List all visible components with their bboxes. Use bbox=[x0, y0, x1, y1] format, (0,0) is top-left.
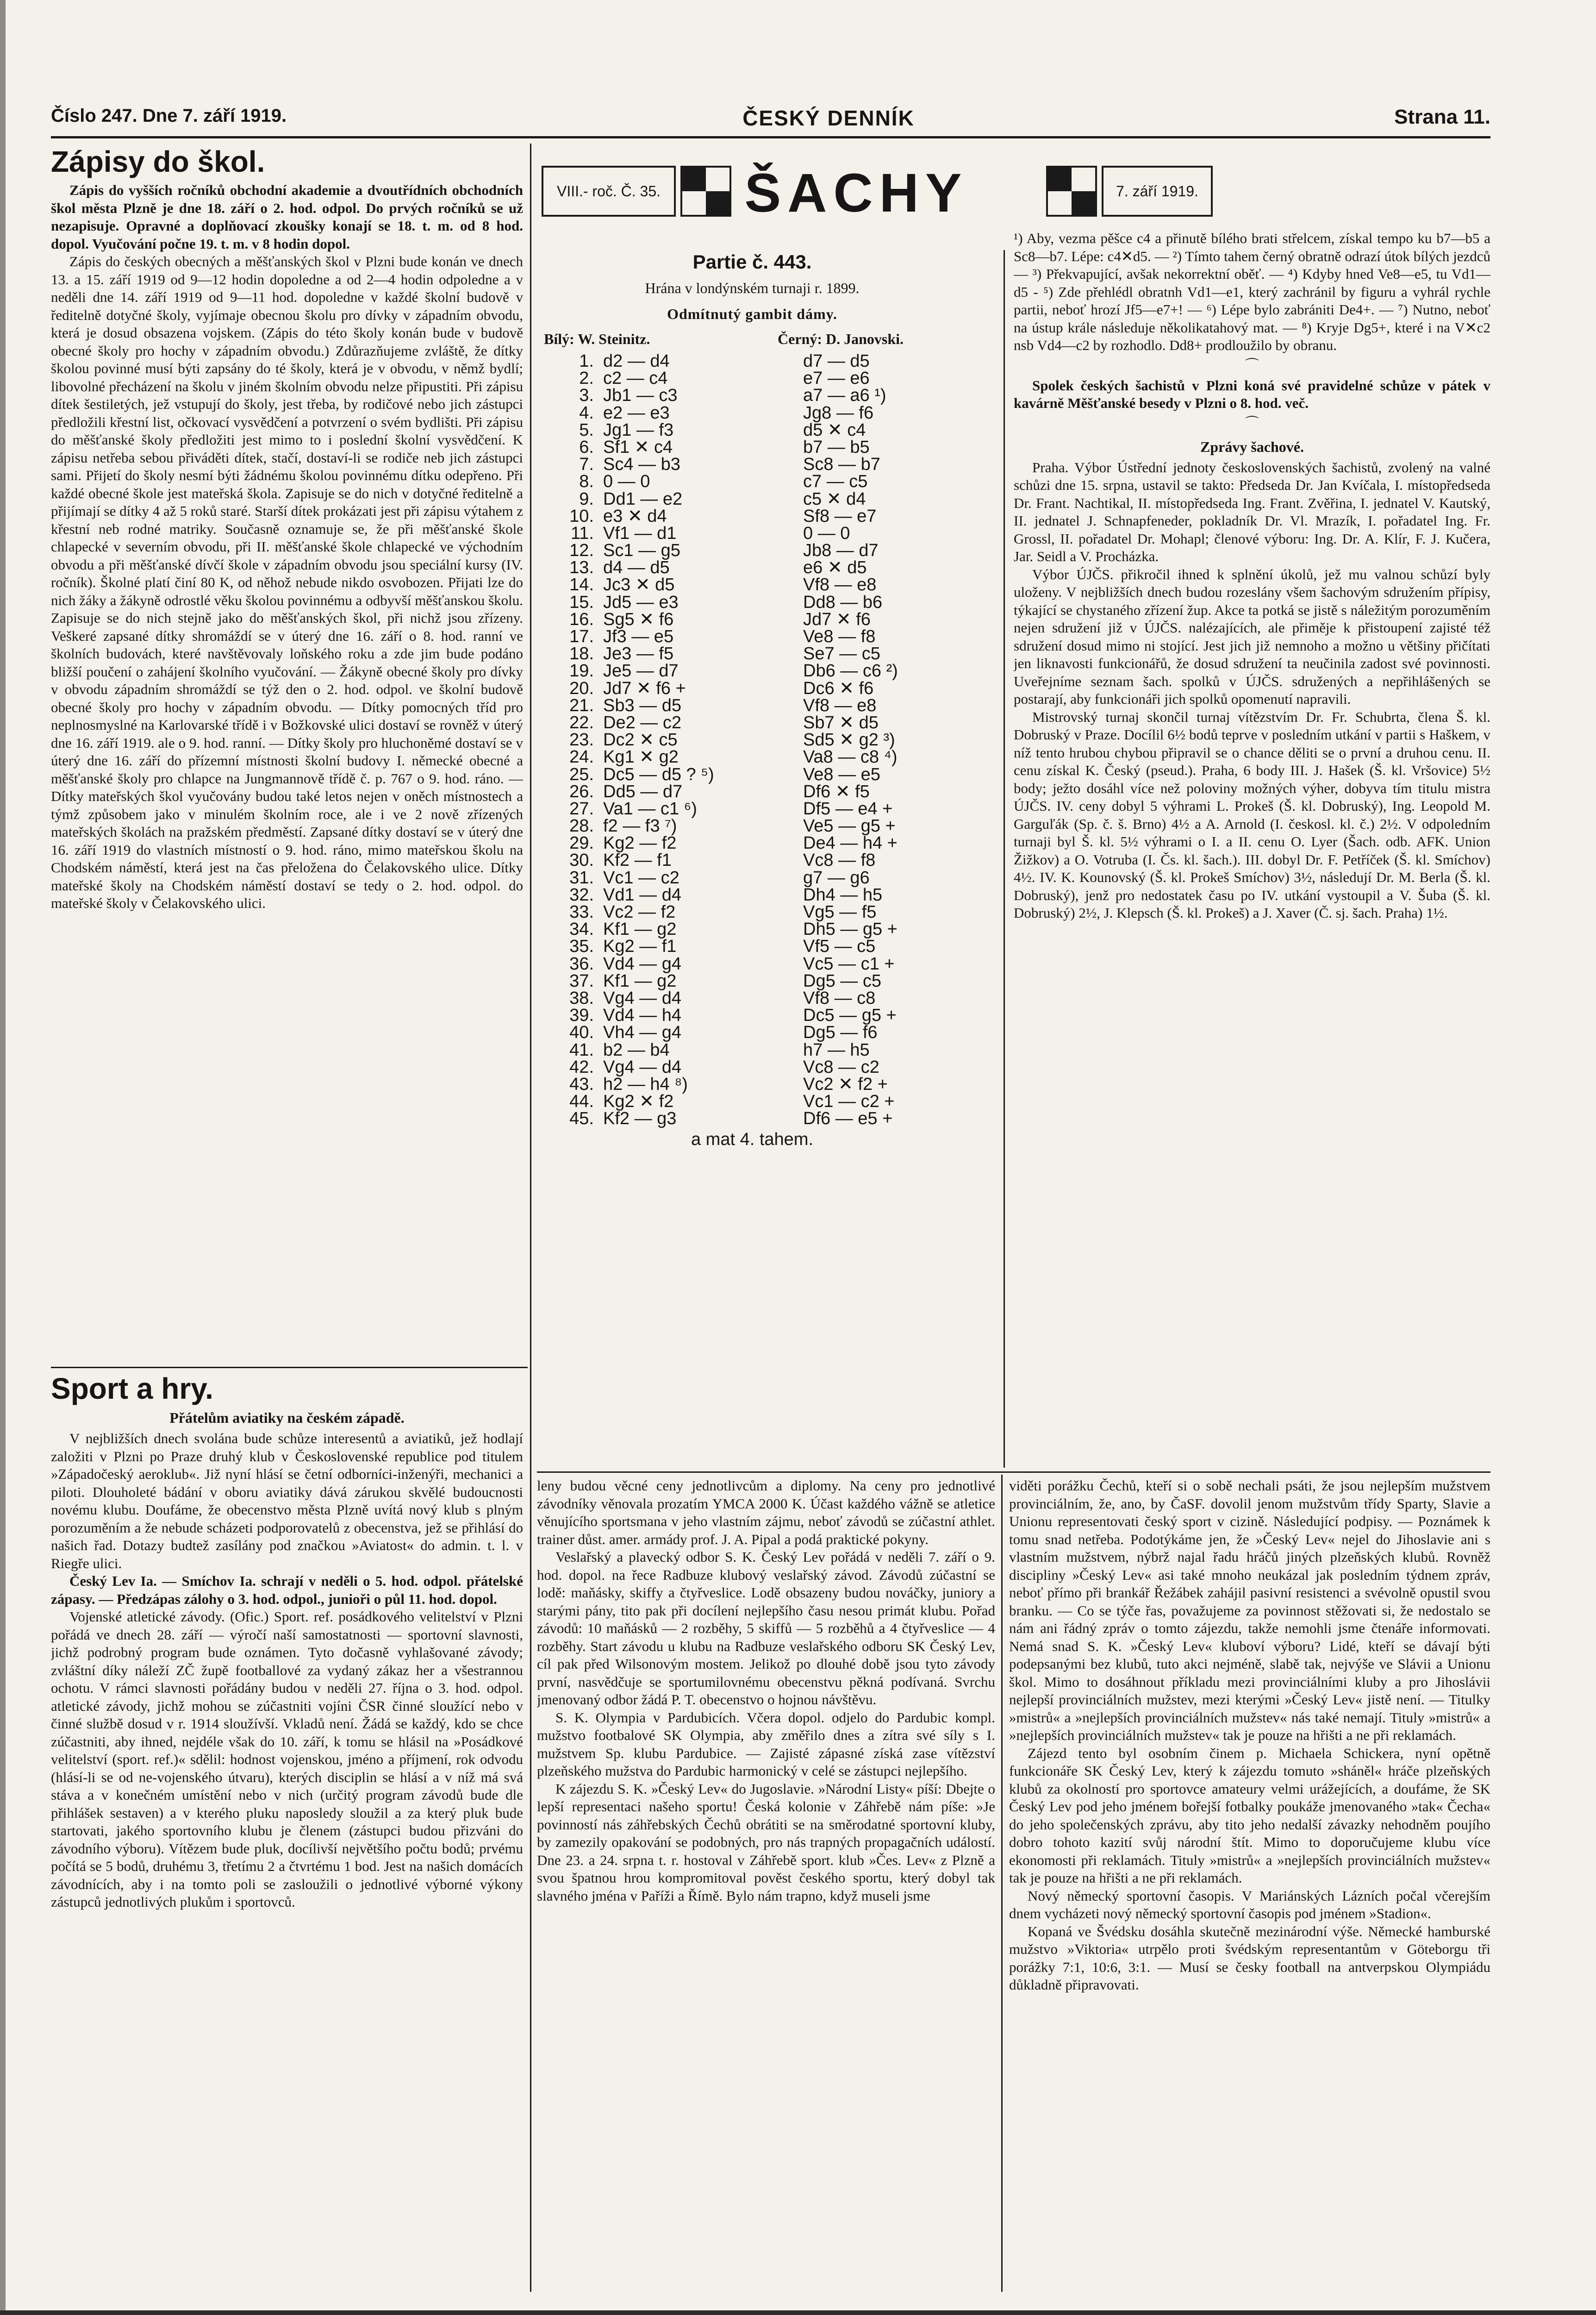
move-number: 5. bbox=[579, 420, 594, 440]
move-number: 35. bbox=[569, 937, 594, 957]
white-move: d4 — d5 bbox=[603, 558, 670, 578]
move-row bbox=[544, 852, 960, 869]
chess-volume-box: VIII.- roč. Č. 35. bbox=[542, 166, 676, 217]
move-number: 34. bbox=[569, 920, 594, 939]
move-number: 29. bbox=[569, 833, 594, 853]
game-opening: Odmítnutý gambit dámy. bbox=[667, 306, 837, 322]
move-row bbox=[544, 904, 960, 921]
move-row bbox=[544, 783, 960, 801]
white-move: Vh4 — g4 bbox=[603, 1023, 681, 1043]
white-move: e2 — e3 bbox=[603, 403, 670, 423]
black-move: Vf8 — c8 bbox=[803, 988, 876, 1008]
header-rule bbox=[51, 136, 1490, 138]
move-row bbox=[544, 990, 960, 1007]
black-move: Sf8 — e7 bbox=[803, 506, 877, 526]
move-number: 6. bbox=[579, 437, 594, 457]
black-move: Dh4 — h5 bbox=[803, 885, 883, 905]
white-move: Sf1 ✕ c4 bbox=[603, 437, 673, 457]
move-row bbox=[544, 422, 960, 439]
chess-date-box: 7. září 1919. bbox=[1102, 166, 1213, 217]
chess-banner bbox=[542, 163, 1044, 223]
move-row bbox=[544, 818, 960, 835]
move-row bbox=[544, 663, 960, 680]
move-row bbox=[544, 594, 960, 611]
black-move: De4 — h4 + bbox=[803, 833, 898, 853]
white-move: Kg2 ✕ f2 bbox=[603, 1092, 674, 1112]
black-move: Ve8 — f8 bbox=[803, 627, 876, 646]
move-row bbox=[544, 473, 960, 490]
chess-news-para-1: Praha. Výbor Ústřední jednoty československých šachistů, zvolený na valné schůzi dne 15. srpna, ustavil se takto: Předseda Dr. Jan Kvíčala, I. místopředseda Dr. Frant. Nachtikal, II. místopředseda Ing. Frant. Zvěřina, I. jednatel V. Kautský, II. jednatel J. Schnapfeneder, pokladník Dr. Vl. Mrazík, I. pořadatel Ing. Fr. Grossl, II. pořadatel Dr. Mohapl; členové výboru: Ing. Dr. A. Klír, F. J. Kučera, Jar. Seidl a V. Procházka. bbox=[1014, 459, 1490, 564]
move-list bbox=[544, 353, 960, 1127]
white-move: Jg1 — f3 bbox=[603, 420, 674, 440]
move-number: 26. bbox=[569, 782, 594, 801]
move-row bbox=[544, 405, 960, 422]
white-move: Vc1 — c2 bbox=[603, 868, 680, 888]
middle-para-olympia: S. K. Olympia v Pardubicích. Včera dopol. odjelo do Pardubic kompl. mužstvo footbalové SK Olympia, aby změřilo dnes a zítra své síly s I. mužstvem Sp. klubu Pardubice. — Zajisté zápasné získá zase vítězství plzeňského mužstva do Pardubic harmonický v celé se zástupci nejlepšího. bbox=[537, 1709, 995, 1779]
white-move: Dc5 — d5 ? ⁵) bbox=[603, 764, 714, 784]
move-row bbox=[544, 835, 960, 852]
right-para-2: Zájezd tento byl osobním činem p. Michaela Schickera, nyní opětně funkcionáře SK Český Lev, který k zájezdu tomuto »sháněl« hráče plzeňských klubů za okolností pro sportovce amateury velmi urážejících, a doufáme, že SK Český Lev pod jeho jménem bořejší fotbalky poukáže jmenovaného »tak« Čecha« do jeho společenských zprávu, aby tito jeho nedalší závazky nehodněm poujího dobro tohoto kazití svůj národní štít. Mimo to doporučujeme klubu více ekonomosti při reklamách. Tituly »mistrů« a »nejlepších provinciálních mužstev« tak je pouze na hřišti a ne při reklamách. bbox=[1009, 1745, 1490, 1886]
white-move: Kg2 — f1 bbox=[603, 937, 677, 957]
white-move: Kg2 — f2 bbox=[603, 833, 677, 853]
move-number: 39. bbox=[569, 1006, 594, 1026]
middle-para-yugoslavia: K zájezdu S. K. »Český Lev« do Jugoslavie. »Národní Listy« píší: Dbejte o lepší representaci našeho sportu! Česká kolonie v Záhřebě nám píše: »Je povinností nás záhřebských Čechů obrátiti se na směrodatné sportovní kluby, by zamezily opakování se podobných, pro nás trapných propagačních událostí. Dne 23. a 24. srpna t. r. hostoval v Záhřebě sport. klub »Čes. Lev« z Plzně a svou špatnou hrou kompromitoval pověst českého sportu, který dobyl tak slavného jména v Paříži a Římě. Bylo nám trapno, když museli jsme bbox=[537, 1780, 995, 1904]
move-row bbox=[544, 887, 960, 904]
white-player: Bílý: W. Steinitz. bbox=[544, 331, 650, 347]
move-number: 13. bbox=[569, 558, 594, 578]
chess-bottom-rule bbox=[537, 1471, 1490, 1473]
move-row bbox=[544, 628, 960, 645]
black-move: Db6 — c6 ²) bbox=[803, 661, 898, 681]
move-row bbox=[544, 1059, 960, 1076]
black-move: d5 ✕ c4 bbox=[803, 420, 866, 440]
move-row bbox=[544, 542, 960, 559]
white-move: h2 — h4 ⁸) bbox=[603, 1074, 688, 1094]
move-number: 8. bbox=[579, 472, 594, 492]
move-number: 7. bbox=[579, 455, 594, 475]
black-move: g7 — g6 bbox=[803, 868, 870, 888]
black-move: Sd5 ✕ g2 ³) bbox=[803, 730, 895, 750]
white-move: Sb3 — d5 bbox=[603, 695, 681, 715]
move-row bbox=[544, 1042, 960, 1059]
scan-edge-bottom bbox=[0, 2310, 1596, 2315]
black-move: Df6 — e5 + bbox=[803, 1109, 893, 1129]
move-number: 21. bbox=[569, 695, 594, 715]
move-number: 33. bbox=[569, 902, 594, 922]
white-move: Je3 — f5 bbox=[603, 644, 674, 664]
move-row bbox=[544, 576, 960, 594]
school-enrolment-para-1: Zápis do vyšších ročníků obchodní akademie a dvoutřídních obchodních škol města Plzně je dne 18. září o 2. hod. odpol. Do prvých ročníků se už nezapisuje. Opravné a doplňovací zkoušky konají se 18. t. m. od 8 hod. dopol. Vyučování počne 19. t. m. v 8 hodin dopol. bbox=[51, 182, 523, 252]
move-number: 12. bbox=[569, 541, 594, 561]
black-move: Dc6 ✕ f6 bbox=[803, 678, 874, 698]
black-move: Jg8 — f6 bbox=[803, 403, 874, 423]
white-move: Kf2 — g3 bbox=[603, 1109, 677, 1129]
chess-game bbox=[544, 250, 960, 1150]
game-result: a mat 4. tahem. bbox=[691, 1130, 813, 1150]
black-move: Dg5 — f6 bbox=[803, 1023, 878, 1043]
sport-para-aviation: V nejbližších dnech svolána bude schůze interesentů a aviatiků, jež hodlají založiti v Plzni po Praze druhý klub v Československé republice pod titulem »Západočeský aeroklub«. Již nyní hlásí se četní odborníci-inženýři, mechanici a piloti. Dlouholeté bádání v oboru aviatiky dává zárukou skvělé budoucnosti novému klubu. Doufáme, že obecenstvo města Plzně uvítá nový klub s plným porozuměním a že nebude scházeti podporovatelů z obecenstva, jež se přihlásí do našich řad. Dotazy budtež zasílány pod značkou »Aviatost« do admin. t. l. v Riegře ulici. bbox=[51, 1430, 523, 1571]
move-number: 10. bbox=[569, 506, 594, 526]
white-move: Vf1 — d1 bbox=[603, 523, 677, 543]
middle-para-rowing: Veslařský a plavecký odbor S. K. Český Lev pořádá v neděli 7. září o 9. hod. dopol. na řece Radbuze klubový veslařský závod. Závodů zúčastní se lodě: maňásky, skiffy a čtyřveslice. Lodě obsazeny budou nováčky, juniory a starými pány, tito pak při docílení nejlepšího času nesou primát klubu. Pořad závodů: 10 maňásků — 2 rozběhy, 5 skiffů — 5 rozběhů a 4 čtyřveslice — 4 rozběhy. Start závodu u klubu na Radbuze veslařského odboru SK Český Lev, cíl pak před Wilsonovým mostem. Jelikož po dlouhé době jsou tyto závody první, nasvědčuje se sportumilovnému obecenstvu pěkná podívaná. Svrchu jmenovaný odbor žádá P. T. obecenstvo o hojnou návštěvu. bbox=[537, 1549, 995, 1708]
issue-number-date: Číslo 247. Dne 7. září 1919. bbox=[51, 106, 287, 126]
move-number: 14. bbox=[569, 575, 594, 595]
move-number: 3. bbox=[579, 386, 594, 406]
black-move: Df6 ✕ f5 bbox=[803, 782, 870, 801]
sport-subtitle-aviation: Přátelům aviatiky na českém západě. bbox=[169, 1409, 405, 1426]
white-move: Vg4 — d4 bbox=[603, 988, 681, 1008]
game-notes: ¹) Aby, vezma pěšce c4 a přinutě bílého brati střelcem, získal tempo ku b7—b5 a Sc8—b7. Lépe: c4✕d5. — ²) Tímto tahem černý obratně odrazí útok bílých jezdců — ³) Překvapující, avšak nekorrektní oběť. — ⁴) Kdyby hned Ve8—e5, tu Vd1—d5 - ⁵) Zde přehlédl obratnh Vd1—e1, který zachránil by figuru a vyhrál rychle partii, neboť hrozí Jf5—e7+! — ⁶) Lépe bylo zabrániti De4+. — ⁷) Nutno, neboť na ústup krále následuje několikatahový mat. — ⁸) Kryje Dg5+, které i na V✕c2 nsb Vd4—c2 by rozhodlo. Dd8+ prodloužilo by obranu. bbox=[1014, 230, 1490, 353]
white-move: c2 — c4 bbox=[603, 369, 668, 388]
white-move: De2 — c2 bbox=[603, 713, 681, 732]
black-move: e6 ✕ d5 bbox=[803, 558, 867, 578]
move-row bbox=[544, 611, 960, 628]
move-number: 40. bbox=[569, 1023, 594, 1043]
black-move: Jd7 ✕ f6 bbox=[803, 609, 871, 629]
black-move: Vc8 — c2 bbox=[803, 1057, 879, 1077]
black-move: Vc2 ✕ f2 + bbox=[803, 1074, 888, 1094]
sport-continuation-middle bbox=[537, 1477, 995, 2306]
move-row bbox=[544, 508, 960, 525]
black-move: 0 — 0 bbox=[803, 523, 850, 543]
move-row bbox=[544, 456, 960, 473]
move-row bbox=[544, 1093, 960, 1110]
white-move: Jb1 — c3 bbox=[603, 386, 678, 406]
black-move: c7 — c5 bbox=[803, 472, 868, 492]
white-move: 0 — 0 bbox=[603, 472, 650, 492]
move-number: 25. bbox=[569, 764, 594, 784]
chessboard-icon-left: ♜ bbox=[680, 166, 731, 217]
move-row bbox=[544, 749, 960, 766]
move-number: 20. bbox=[569, 678, 594, 698]
black-move: d7 — d5 bbox=[803, 351, 870, 371]
white-move: e3 ✕ d4 bbox=[603, 506, 667, 526]
white-move: Vd1 — d4 bbox=[603, 885, 681, 905]
move-row bbox=[544, 956, 960, 973]
black-move: Vf8 — e8 bbox=[803, 695, 877, 715]
move-number: 24. bbox=[569, 747, 594, 767]
school-enrolment-title: Zápisy do škol. bbox=[51, 145, 265, 178]
move-number: 9. bbox=[579, 489, 594, 509]
black-move: Vg5 — f5 bbox=[803, 902, 877, 922]
white-move: Kg1 ✕ g2 bbox=[603, 747, 679, 767]
scan-edge-left bbox=[0, 0, 6, 2315]
black-move: Ve5 — g5 + bbox=[803, 816, 896, 836]
move-row bbox=[544, 1110, 960, 1127]
sport-para-military: Vojenské atletické závody. (Ofic.) Sport. ref. posádkového velitelství v Plzni pořádá ve dnech 28. září — výročí naší samostatnosti — sportovní slavnosti, jichž podrobný program bude oznámen. Tyto dočasně vyhlašované závody; zvláštní díky náleží ZČ župě footballové za vydaný zákaz her a všestrannou ochotu. V rámci slavnosti pořádány budou v neděli 27. října o 3. hod. odpol. atletické závody, jichž mohou se zúčastniti vojíni ČSR činné sloužící nebo v činné službě dosud v r. 1914 sloužívší. Vkladů není. Žádá se každý, kdo se chce zúčastniti, aby ihned, nejdéle však do 10. září, k tomu se hlásil na »Posádkové velitelství (sport. ref.)« sdělil: hodnost vojenskou, jméno a příjmení, rok odvodu (hlásí-li se od ne-vojenského útvaru), kterých disciplin se hlásí a v níž má svá stáva a v konečném umístění nebo v nich (určitý program závodů bude dle přihlášek sestaven) a v kterého pluku naposledy sloužil a za který pluk bude startovati, jakého sportovního klubu je členem (zástupci budou přizváni do závodního výboru). Vítězem bude pluk, docílivší největšího počtu bodů; prvému počítá se 5 bodů, druhému 3, třetímu 2 a čtvrtému 1 bod. Jest na našich domácích závodnících, aby i na tomto poli se zasloužili o jednotlivé výborné výkony zástupců jednotlivých plukům i sportovců. bbox=[51, 1608, 523, 1910]
move-number: 43. bbox=[569, 1074, 594, 1094]
game-players bbox=[544, 328, 960, 350]
black-move: Dc5 — g5 + bbox=[803, 1006, 897, 1026]
black-move: Vc5 — c1 + bbox=[803, 954, 895, 974]
move-number: 19. bbox=[569, 661, 594, 681]
white-move: Dc2 ✕ c5 bbox=[603, 730, 678, 750]
move-row bbox=[544, 921, 960, 938]
black-move: Va8 — c8 ⁴) bbox=[803, 747, 898, 767]
game-title: Partie č. 443. bbox=[692, 251, 812, 273]
move-number: 30. bbox=[569, 851, 594, 870]
move-number: 27. bbox=[569, 799, 594, 819]
white-move: Kf2 — f1 bbox=[603, 851, 672, 870]
move-number: 16. bbox=[569, 609, 594, 629]
black-move: Dh5 — g5 + bbox=[803, 920, 898, 939]
move-row bbox=[544, 370, 960, 387]
column-divider-bottom-right bbox=[1001, 1475, 1003, 2292]
white-move: Dd1 — e2 bbox=[603, 489, 683, 509]
chess-title: ŠACHY bbox=[744, 163, 968, 224]
black-move: Df5 — e4 + bbox=[803, 799, 893, 819]
chess-news-title: Zprávy šachové. bbox=[1200, 438, 1304, 455]
black-move: c5 ✕ d4 bbox=[803, 489, 866, 509]
move-row bbox=[544, 353, 960, 370]
black-move: Vc1 — c2 + bbox=[803, 1092, 895, 1112]
chessboard-icon-right: ♜ bbox=[1046, 166, 1097, 217]
move-number: 42. bbox=[569, 1057, 594, 1077]
sport-title: Sport a hry. bbox=[51, 1372, 213, 1405]
white-move: Vc2 — f2 bbox=[603, 902, 676, 922]
move-number: 4. bbox=[579, 403, 594, 423]
column-divider-chess bbox=[1004, 250, 1005, 1468]
sport-para-cesky-lev: Český Lev Ia. — Smíchov Ia. schrají v neděli o 5. hod. odpol. přátelské zápasy. — Předzápas zálohy o 3. hod. odpol., junioři o půl 11. hod. dopol. bbox=[51, 1573, 523, 1607]
move-row bbox=[544, 1007, 960, 1024]
right-para-3: Nový německý sportovní časopis. V Mariánských Lázních počal včerejším dnem vycházeti nový německý sportovní časopis pod jménem »Stadion«. bbox=[1009, 1887, 1490, 1921]
white-move: Sc4 — b3 bbox=[603, 455, 680, 475]
move-number: 44. bbox=[569, 1092, 594, 1112]
black-move: a7 — a6 ¹) bbox=[803, 386, 886, 406]
white-move: Sg5 ✕ f6 bbox=[603, 609, 674, 629]
move-number: 31. bbox=[569, 868, 594, 888]
middle-para-1: leny budou věcné ceny jednotlivcům a diplomy. Na ceny pro jednotlivé závodníky věnovala prozatím YMCA 2000 K. Účast každého vážně se atletice věnujícího sportsmana v jeho vlastním zájmu, neboť závodů se zúčastní athlet. trainer důst. amer. armády prof. J. A. Pipal a podá praktické pokyny. bbox=[537, 1477, 995, 1547]
right-para-1: viděti porážku Čechů, kteří si o sobě nechali psáti, že jsou nejlepším mužstvem provinciálním, že, ano, by ČaSF. dovolil jenom mužstvům třídy Sparty, Slavie a Unionu representovati český sport v cizině. Následující podpisy. — Poznámek k tomu snad netřeba. Podotýkáme jen, že »Český Lev« nejel do Jihoslavie ani s vlastním mužstvem, nýbrž najal řadu hráčů jiných plzeňských klubů. Rovněž discipliny »Český Lev« asi také mnoho neukázal jak posledním týdnem zpráv, neboť přímo při brankář Řežábek zahájil pasivní resistenci a svévolně opustil svou branku. — Co se týče řas, považujeme za povinnost stěžovati si, že nedostalo se nám ani řádný zpráv o tomto zájezdu, takže nemohli jsme čtenáře informovati. Nemá snad S. K. »Český Lev« kluboví výboru? Lidé, kteří se dávají býti podepsanými bez klubů, tuto akci nejméně, slabě tak, nejvýše ve Slávii a Unionu škol. Mimo to dosáhnout příkladu mezi provinciálními kluby a pro Jihoslávii nejlepší provinciálních mužstev, mezi kterými »Český Lev« jistě není. — Titulky »mistrů« a »nejlepších provinciálních mužstev« nás také nemají. Tituly »mistrů« a »nejlepších provinciálních mužstev« tak je pouze na hřišti a ne při reklamách. bbox=[1009, 1477, 1490, 1743]
move-row bbox=[544, 491, 960, 508]
move-row bbox=[544, 387, 960, 404]
sport-article bbox=[51, 1371, 523, 2302]
black-move: Ve8 — e5 bbox=[803, 764, 880, 784]
black-move: Se7 — c5 bbox=[803, 644, 880, 664]
chess-club-plzen: Spolek českých šachistů v Plzni koná své pravidelné schůze v pátek v kavárně Měšťanské besedy v Plzni o 8. hod. več. bbox=[1014, 377, 1490, 411]
move-row bbox=[544, 732, 960, 749]
chess-news-para-3: Mistrovský turnaj skončil turnaj vítězstvím Dr. Fr. Schubrta, člena Š. kl. Dobruský v Praze. Docílil 6½ bodů teprve v posledním utkání v partii s Haškem, v níž tento hrubou chybou připravil se o chance děliti se o první a druhou cenu. II. cenu získal K. Český (pseud.). Praha, 6 body III. J. Hašek (Š. kl. Vršovice) 5½ body; ježto dosáhl více než poloviny možných výher, dobyva tím titulu mistra ÚJČS. IV. ceny dobyl 5 výhrami L. Prokeš (Š. kl. Dobruský), Ing. Leopold M. Garguľák (Sp. č. š. Brno) 4½ a A. Arnold (I. českosl. kl. č.) 2½. V odpoledním turnaji byl Š. kl. 5½ výhrami o I. a II. cenu O. Lyer (Šach. odb. AFK. Union Žižkov) a O. Votruba (I. Čs. kl. šach.). III. dobyl Dr. F. Petříček (Š. kl. Smíchov) 4½. IV. K. Kounovský (Š. kl. Prokeš Smíchov) 3½, následují Dr. M. Berla (Š. kl. Dobruský), jenž pro nedostatek času po IV. utkání vystoupil a V. Šuba (Š. kl. Dobruský) 2½, J. Klepsch (Š. kl. Prokeš) a J. Xaver (Č. sj. šach. Praha) 1½. bbox=[1014, 708, 1490, 921]
page-header bbox=[51, 106, 1490, 139]
black-move: h7 — h5 bbox=[803, 1040, 870, 1060]
black-move: Vf5 — c5 bbox=[803, 937, 876, 957]
white-move: Vd4 — h4 bbox=[603, 1006, 681, 1026]
move-row bbox=[544, 973, 960, 990]
page-number: Strana 11. bbox=[1394, 106, 1490, 128]
right-para-4: Kopaná ve Švédsku dosáhla skutečně mezinárodní výše. Německé hamburské mužstvo »Viktoria« utrpělo proti švédským representantům v Göteborgu tři porážky 7:1, 10:6, 3:1. — Musí se česky football na antverpskou Olympiádu důkladně připravovati. bbox=[1009, 1923, 1490, 1993]
white-move: Jc3 ✕ d5 bbox=[603, 575, 675, 595]
move-number: 18. bbox=[569, 644, 594, 664]
move-row bbox=[544, 697, 960, 714]
white-move: Kf1 — g2 bbox=[603, 920, 677, 939]
white-move: Kf1 — g2 bbox=[603, 971, 677, 991]
white-move: b2 — b4 bbox=[603, 1040, 670, 1060]
move-row bbox=[544, 801, 960, 818]
move-row bbox=[544, 766, 960, 783]
move-number: 32. bbox=[569, 885, 594, 905]
white-move: Va1 — c1 ⁶) bbox=[603, 799, 697, 819]
move-number: 22. bbox=[569, 713, 594, 732]
black-move: Jb8 — d7 bbox=[803, 541, 879, 561]
white-move: Jd7 ✕ f6 + bbox=[603, 678, 686, 698]
move-number: 23. bbox=[569, 730, 594, 750]
white-move: f2 — f3 ⁷) bbox=[603, 816, 677, 836]
chess-banner-right bbox=[1046, 163, 1490, 223]
move-number: 28. bbox=[569, 816, 594, 836]
move-row bbox=[544, 1076, 960, 1093]
section-rule-left bbox=[51, 1367, 528, 1368]
white-move: Sc1 — g5 bbox=[603, 541, 680, 561]
move-number: 15. bbox=[569, 592, 594, 612]
move-number: 36. bbox=[569, 954, 594, 974]
ornament-1: ⌒ bbox=[1245, 357, 1259, 373]
move-row bbox=[544, 870, 960, 887]
move-number: 38. bbox=[569, 988, 594, 1008]
white-move: Dd5 — d7 bbox=[603, 782, 683, 801]
move-number: 2. bbox=[579, 369, 594, 388]
black-move: b7 — b5 bbox=[803, 437, 870, 457]
game-event: Hrána v londýnském turnaji r. 1899. bbox=[645, 280, 860, 296]
ornament-2: ⌒ bbox=[1245, 415, 1259, 431]
school-enrolment-para-2: Zápis do českých obecných a měšťanských škol v Plzni bude konán ve dnech 13. a 15. září 1919 od 9—12 hodin dopoledne a od 2—4 hodin odpoledne a v neděli dne 14. září 1919 od 9—11 hod. dopoledne v každé školní budově v ředitelně dotyčné školy, vyjímaje obecnou školu pro dívky v západním obvodu, která je dosud obsazena vojskem. (Zápis do této školy konán bude v budově obecné školy pro hochy v západním obvodu.) Zdůrazňujeme zvláště, že dítky školou povinné musí býti zapsány do té školy, která je v obvodu, v němž bydlí; libovolné přecházení na školu v jiném školním obvodu nelze připustiti. Při zápisu dítek šestiletých, jež vstupují do školy, jest třeba, by rodičové nebo jich zástupci předložili křestní list, očkovací vysvědčení a potvrzení o svém bydlišti. Při zápisu do měšťanské školy předložiti jest mimo to i poslední školní vysvědčení. K zápisu netřeba sebou přiváděti dítek, stačí, dostaví-li se rodiče neb jich zástupci sami. Přijetí do školy nesmí býti žádnému školou povinnému dítku odepřeno. Při každé obecné škole jest mateřská škola. Zapisuje se do nich v dotyčné ředitelně a přijímají se dítky 4 až 5 roků staré. Starší dítek prokázati jest při zápisu výtahem z křestní neb rodné matriky. Současně oznamuje se, že při měšťanské škole chlapecké v severním obvodu, při II. měšťanské škole chlapecké ve východním obvodu a při měšťanské dívčí škole v západním obvodu jsou speciální kursy (IV. ročník). Školné platí činí 80 K, od něhož nebude nikdo osvobozen. Přijati lze do nich žáky a žákyně odrostlé věku školou povinnému a odbyvší měšťanskou školu. Zapisuje se do nich stejně jako do měšťanských škol, při nichž jsou zřízeny. Veškeré zapsané dítky shromáždí se v úterý dne 16. září o 8. hod. ranní ve školních budovách, které navštěvovaly loňského roku a zde jim bude podáno bližší poučení o zahájení školního vyučování. — Žákyně obecné školy pro dívky v obvodu západním shromáždí se týž den o 2. hod. odpol. ve školní budově obecné školy pro hochy v západním obvodu. — Dítky pomocných tříd pro neplnosmyslné na Karlovarské třídě i v Božkovské ulici dostaví se rovněž v úterý dne 16. září 1919. ale o 9. hod. ranní. — Dítky školy pro hluchoněmé dostaví se v úterý dne 16. září do přízemní místnosti školní budovy I. německé obecné a měšťanské školy pro chlapce na Jungmannově třídě č. p. 767 o 9. hod. ráno. — Dítky mateřských škol vyučovány budou také letos nejen v oněch místnostech a týmž způsobem jako v minulém školním roce, ale i ve 2 nově zřízených mateřských školách na pražském předměstí. Zapsané dítky dostaví se v úterý dne 16. září 1919 do vlastních místností o 9. hod. ráno, mimo mateřskou školu na Chodském náměstí, která jest na čas přeložena do Čelakovského ulice. Dítky mateřské školy na Chodském náměstí dostaví se tedy o 2. hod. odpol. do mateřské školy v Čelakovského ulici. bbox=[51, 253, 523, 911]
move-row bbox=[544, 559, 960, 576]
school-enrolment-article bbox=[51, 144, 523, 1363]
black-move: Vf8 — e8 bbox=[803, 575, 877, 595]
chess-notes-column bbox=[1014, 230, 1490, 1470]
sport-continuation-right bbox=[1009, 1477, 1490, 2306]
newspaper-title: ČESKÝ DENNÍK bbox=[742, 106, 915, 130]
white-move: Vg4 — d4 bbox=[603, 1057, 681, 1077]
move-number: 41. bbox=[569, 1040, 594, 1060]
move-number: 17. bbox=[569, 627, 594, 646]
white-move: Jf3 — e5 bbox=[603, 627, 674, 646]
black-move: Sb7 ✕ d5 bbox=[803, 713, 879, 732]
move-number: 1. bbox=[579, 351, 594, 371]
move-row bbox=[544, 1024, 960, 1041]
move-number: 37. bbox=[569, 971, 594, 991]
chess-news-para-2: Výbor ÚJČS. přikročil ihned k splnění úkolů, jež mu valnou schůzí byly uloženy. V nejbližších dnech budou rozeslány všem šachovým sdružením přípisy, týkající se chystaného zřízení žup. Akce ta potká se jistě s náležitým porozuměním nejen sdružení již v ÚJČS. nalézajících, ale přiměje k přistoupení zajisté též sdružení dosud mimo ni stojící. Jest jich již nemnoho a možno u většiny přičítati jen liknavosti funkcionářů, že dosud sdružení ta neučinila zadost své povinnosti. Uveřejníme seznam šach. spolků v ÚJČS. sdružených a nepřihlášených se postarají, aby funkcionáři jich spolků opomenutí napravili. bbox=[1014, 566, 1490, 707]
move-row bbox=[544, 645, 960, 663]
move-number: 45. bbox=[569, 1109, 594, 1129]
white-move: Je5 — d7 bbox=[603, 661, 679, 681]
white-move: Vd4 — g4 bbox=[603, 954, 681, 974]
black-move: Sc8 — b7 bbox=[803, 455, 880, 475]
column-divider-left bbox=[530, 144, 531, 2292]
white-move: Jd5 — e3 bbox=[603, 592, 679, 612]
white-move: d2 — d4 bbox=[603, 351, 670, 371]
black-move: Dd8 — b6 bbox=[803, 592, 883, 612]
move-row bbox=[544, 938, 960, 955]
black-player: Černý: D. Janovski. bbox=[778, 331, 904, 347]
black-move: Dg5 — c5 bbox=[803, 971, 881, 991]
black-move: e7 — e6 bbox=[803, 369, 870, 388]
move-row bbox=[544, 525, 960, 542]
move-number: 11. bbox=[570, 523, 594, 543]
black-move: Vc8 — f8 bbox=[803, 851, 876, 870]
move-row bbox=[544, 714, 960, 732]
move-row bbox=[544, 680, 960, 697]
move-row bbox=[544, 439, 960, 456]
